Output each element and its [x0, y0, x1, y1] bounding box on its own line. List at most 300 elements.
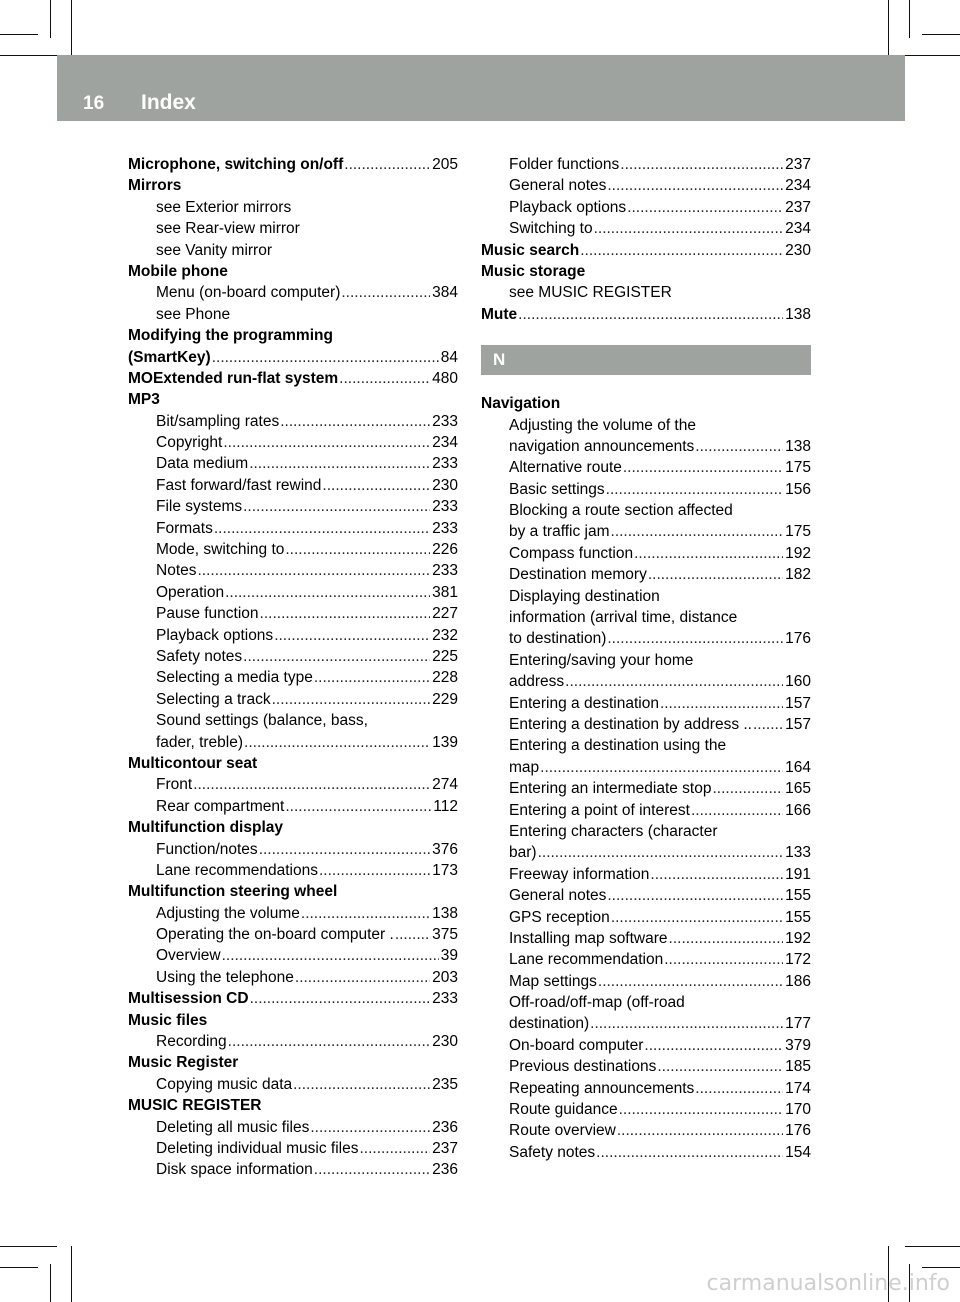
page-reference: 233	[432, 412, 458, 430]
entry-text: Operating the on-board computer .	[156, 926, 394, 944]
page-reference: 175	[785, 459, 811, 477]
index-entry	[128, 753, 458, 774]
index-subentry	[128, 453, 458, 474]
entry-text: Copying music data	[156, 1075, 293, 1093]
leader-dots	[617, 1120, 783, 1141]
index-entry	[128, 881, 458, 902]
index-entry	[128, 261, 458, 282]
index-subentry	[481, 971, 811, 992]
entry-text: map	[509, 758, 540, 776]
index-entry	[481, 261, 811, 282]
leader-dots	[594, 218, 784, 239]
page-reference: 138	[785, 437, 811, 455]
entry-text: Installing map software	[509, 929, 668, 947]
index-subentry	[481, 928, 811, 949]
index-subentry	[481, 436, 811, 457]
index-subentry	[128, 796, 458, 817]
index-subentry	[481, 564, 811, 585]
entry-text: Entering characters (character	[509, 822, 718, 840]
entry-text: Freeway information	[509, 865, 650, 883]
leader-dots	[753, 714, 783, 735]
entry-text: (SmartKey)	[128, 348, 211, 366]
entry-text: Music Register	[128, 1054, 239, 1072]
index-entry	[128, 1052, 458, 1073]
index-entry	[128, 1095, 458, 1116]
index-subentry	[481, 628, 811, 649]
entry-text: Off-road/off-map (off-road	[509, 994, 685, 1012]
entry-text: Function/notes	[156, 840, 258, 858]
section-letter: N	[493, 350, 506, 370]
leader-dots	[250, 988, 431, 1009]
leader-dots	[660, 693, 783, 714]
entry-text: Previous destinations	[509, 1058, 657, 1076]
entry-text: Menu (on-board computer)	[156, 284, 341, 302]
leader-dots	[260, 603, 431, 624]
entry-text: Switching to	[509, 220, 593, 238]
entry-text: Mobile phone	[128, 262, 228, 280]
entry-text: Mode, switching to	[156, 541, 285, 559]
page-reference: 228	[432, 669, 458, 687]
index-subentry	[481, 885, 811, 906]
index-subentry	[128, 710, 458, 731]
leader-dots	[657, 1056, 783, 1077]
page-reference: 233	[432, 519, 458, 537]
index-subentry	[128, 411, 458, 432]
leader-dots	[341, 282, 430, 303]
index-subentry	[128, 603, 458, 624]
page-reference: 237	[785, 198, 811, 216]
entry-text: Entering/saving your home	[509, 651, 694, 669]
index-entry	[128, 347, 458, 368]
index-column-left	[128, 154, 458, 1181]
entry-text: Multifunction display	[128, 819, 283, 837]
index-subentry	[128, 903, 458, 924]
page-reference: 154	[785, 1143, 811, 1161]
page-reference: 236	[432, 1118, 458, 1136]
entry-text: information (arrival time, distance	[509, 609, 738, 627]
page-reference: 176	[785, 630, 811, 648]
index-subentry	[481, 693, 811, 714]
entry-text: On-board computer	[509, 1036, 644, 1054]
leader-dots	[644, 1035, 783, 1056]
page-reference: 133	[785, 844, 811, 862]
entry-text: Repeating announcements	[509, 1079, 695, 1097]
index-subentry	[481, 218, 811, 239]
page-reference: 234	[432, 434, 458, 452]
entry-text: Deleting all music files	[156, 1118, 310, 1136]
entry-text: navigation announcements	[509, 437, 695, 455]
index-subentry	[481, 735, 811, 756]
page-reference: 112	[433, 797, 458, 815]
entry-text: Pause function	[156, 605, 259, 623]
index-subentry	[128, 304, 458, 325]
entry-text: Adjusting the volume	[156, 904, 300, 922]
page-reference: 480	[432, 369, 458, 387]
entry-text: Alternative route	[509, 459, 622, 477]
page-reference: 192	[785, 929, 811, 947]
index-subentry	[481, 154, 811, 175]
index-subentry	[481, 1120, 811, 1141]
leader-dots	[395, 924, 430, 945]
crop-mark	[50, 0, 51, 38]
index-subentry	[481, 197, 811, 218]
crop-mark	[0, 55, 57, 56]
leader-dots	[540, 757, 783, 778]
index-subentry	[128, 1031, 458, 1052]
leader-dots	[223, 432, 430, 453]
page-reference: 155	[785, 908, 811, 926]
leader-dots	[695, 436, 783, 457]
page-title: Index	[141, 91, 196, 114]
index-subentry	[128, 689, 458, 710]
page-reference: 174	[785, 1079, 811, 1097]
index-subentry	[128, 240, 458, 261]
index-subentry	[481, 800, 811, 821]
index-subentry	[128, 197, 458, 218]
page-reference: 185	[785, 1058, 811, 1076]
entry-text: Music storage	[481, 262, 586, 280]
index-subentry	[128, 582, 458, 603]
index-subentry	[128, 625, 458, 646]
crop-mark	[922, 34, 960, 35]
leader-dots	[259, 839, 430, 860]
leader-dots	[598, 971, 783, 992]
leader-dots	[620, 154, 783, 175]
leader-dots	[228, 1031, 430, 1052]
page-reference: 227	[432, 605, 458, 623]
index-subentry	[481, 757, 811, 778]
index-subentry	[128, 496, 458, 517]
leader-dots	[607, 175, 783, 196]
page-reference: 84	[440, 348, 458, 366]
page-number: 16	[83, 93, 105, 114]
index-entry	[128, 817, 458, 838]
leader-dots	[648, 564, 783, 585]
entry-text: Modifying the programming	[128, 327, 333, 345]
leader-dots	[212, 347, 439, 368]
leader-dots	[664, 949, 783, 970]
leader-dots	[301, 903, 430, 924]
leader-dots	[249, 453, 430, 474]
page-reference: 236	[432, 1161, 458, 1179]
index-subentry	[481, 415, 811, 436]
crop-mark	[0, 34, 38, 35]
page-reference: 175	[785, 523, 811, 541]
entry-text: see Phone	[156, 305, 231, 323]
page-reference: 173	[432, 861, 458, 879]
page-reference: 182	[785, 566, 811, 584]
page-reference: 157	[785, 715, 811, 733]
page-reference: 176	[785, 1122, 811, 1140]
page-reference: 156	[785, 480, 811, 498]
page-reference: 138	[785, 305, 811, 323]
page-reference: 229	[432, 690, 458, 708]
page-reference: 233	[432, 498, 458, 516]
entry-text: Multicontour seat	[128, 754, 258, 772]
index-subentry	[481, 821, 811, 842]
index-subentry	[128, 218, 458, 239]
page-reference: 138	[432, 904, 458, 922]
entry-text: Music search	[481, 241, 580, 259]
entry-text: Selecting a media type	[156, 669, 313, 687]
entry-text: Mirrors	[128, 177, 182, 195]
entry-text: see Rear-view mirror	[156, 220, 300, 238]
crop-mark	[71, 1246, 72, 1302]
leader-dots	[634, 543, 783, 564]
leader-dots	[590, 1013, 783, 1034]
entry-text: Playback options	[156, 626, 274, 644]
index-subentry	[481, 586, 811, 607]
entry-text: see Exterior mirrors	[156, 198, 292, 216]
entry-text: destination)	[509, 1015, 590, 1033]
entry-text: Displaying destination	[509, 587, 660, 605]
page-reference: 160	[785, 673, 811, 691]
entry-text: Fast forward/fast rewind	[156, 476, 322, 494]
entry-text: Entering a point of interest	[509, 801, 690, 819]
entry-text: Selecting a track	[156, 690, 271, 708]
entry-text: Formats	[156, 519, 213, 537]
leader-dots	[285, 796, 431, 817]
index-subentry	[481, 500, 811, 521]
crop-mark	[71, 0, 72, 55]
page-reference: 164	[785, 758, 811, 776]
leader-dots	[650, 864, 783, 885]
entry-text: Notes	[156, 562, 197, 580]
index-subentry	[481, 543, 811, 564]
leader-dots	[596, 1142, 783, 1163]
entry-text: Sound settings (balance, bass,	[156, 712, 368, 730]
page-reference: 191	[785, 865, 811, 883]
index-entry	[128, 389, 458, 410]
page-reference: 233	[432, 455, 458, 473]
leader-dots	[339, 368, 430, 389]
index-subentry	[481, 607, 811, 628]
entry-text: General notes	[509, 177, 607, 195]
page-reference: 172	[785, 951, 811, 969]
index-subentry	[128, 539, 458, 560]
page-reference: 230	[432, 476, 458, 494]
page-reference: 39	[440, 947, 458, 965]
leader-dots	[691, 800, 783, 821]
index-entry	[128, 1010, 458, 1031]
section-letter-bar	[481, 345, 811, 375]
entry-text: Multifunction steering wheel	[128, 883, 338, 901]
page-reference: 203	[432, 968, 458, 986]
index-subentry	[481, 1035, 811, 1056]
leader-dots	[295, 967, 430, 988]
index-subentry	[128, 560, 458, 581]
index-subentry	[128, 945, 458, 966]
crop-mark	[905, 1246, 960, 1247]
entry-text: Map settings	[509, 972, 597, 990]
page-reference: 381	[432, 583, 458, 601]
entry-text: Bit/sampling rates	[156, 412, 280, 430]
leader-dots	[611, 521, 784, 542]
leader-dots	[607, 885, 783, 906]
leader-dots	[243, 646, 430, 667]
index-subentry	[481, 1099, 811, 1120]
page-reference: 235	[432, 1075, 458, 1093]
index-subentry	[481, 949, 811, 970]
entry-text: Data medium	[156, 455, 249, 473]
page-reference: 192	[785, 544, 811, 562]
entry-text: Playback options	[509, 198, 627, 216]
entry-text: Multisession CD	[128, 990, 249, 1008]
entry-text: Lane recommendation	[509, 951, 664, 969]
entry-text: bar)	[509, 844, 537, 862]
crop-mark	[922, 1267, 960, 1268]
leader-dots	[619, 1099, 784, 1120]
index-subentry	[128, 646, 458, 667]
page-reference: 155	[785, 887, 811, 905]
index-subentry	[128, 475, 458, 496]
entry-text: Deleting individual music files	[156, 1139, 359, 1157]
leader-dots	[322, 475, 430, 496]
entry-text: see MUSIC REGISTER	[509, 284, 672, 302]
entry-text: address	[509, 673, 565, 691]
entry-text: MOExtended run-flat system	[128, 369, 339, 387]
entry-text: Front	[156, 776, 193, 794]
entry-text: Rear compartment	[156, 797, 285, 815]
index-subentry	[481, 521, 811, 542]
entry-text: Safety notes	[156, 647, 243, 665]
entry-text: Using the telephone	[156, 968, 294, 986]
entry-text: Entering a destination using the	[509, 737, 727, 755]
leader-dots	[359, 1138, 430, 1159]
page-reference: 157	[785, 694, 811, 712]
index-column-right	[481, 154, 811, 1163]
page-reference: 233	[432, 562, 458, 580]
page-reference: 165	[785, 780, 811, 798]
entry-text: by a traffic jam	[509, 523, 610, 541]
watermark: carmanualsonline.info	[706, 1271, 950, 1296]
leader-dots	[285, 539, 430, 560]
index-subentry	[128, 432, 458, 453]
leader-dots	[344, 154, 430, 175]
entry-text: Music files	[128, 1011, 208, 1029]
entry-text: Entering a destination	[509, 694, 659, 712]
entry-text: Operation	[156, 583, 225, 601]
page-reference: 230	[432, 1033, 458, 1051]
leader-dots	[222, 945, 439, 966]
leader-dots	[580, 240, 783, 261]
leader-dots	[518, 304, 783, 325]
entry-text: Copyright	[156, 434, 223, 452]
page-reference: 226	[432, 541, 458, 559]
index-subentry	[481, 992, 811, 1013]
entry-text: GPS reception	[509, 908, 610, 926]
entry-text: Basic settings	[509, 480, 605, 498]
index-subentry	[481, 1142, 811, 1163]
index-entry	[128, 988, 458, 1009]
page-reference: 274	[432, 776, 458, 794]
page-reference: 384	[432, 284, 458, 302]
page-reference: 234	[785, 177, 811, 195]
index-entry	[128, 325, 458, 346]
crop-mark	[50, 1264, 51, 1302]
index-entry	[128, 368, 458, 389]
page-reference: 186	[785, 972, 811, 990]
entry-text: General notes	[509, 887, 607, 905]
index-subentry	[481, 650, 811, 671]
entry-text: Blocking a route section affected	[509, 502, 733, 520]
entry-text: Entering an intermediate stop	[509, 780, 712, 798]
crop-mark	[909, 0, 910, 38]
page-reference: 234	[785, 220, 811, 238]
page-reference: 237	[432, 1139, 458, 1157]
entry-text: Disk space information	[156, 1161, 313, 1179]
index-entry	[481, 393, 811, 414]
page-header	[57, 55, 905, 121]
leader-dots	[565, 671, 783, 692]
entry-text: Navigation	[481, 395, 561, 413]
index-entry	[481, 240, 811, 261]
index-subentry	[481, 1013, 811, 1034]
index-entry	[128, 175, 458, 196]
index-subentry	[481, 175, 811, 196]
leader-dots	[695, 1078, 783, 1099]
index-subentry	[128, 924, 458, 945]
leader-dots	[244, 732, 430, 753]
entry-text: Overview	[156, 947, 221, 965]
entry-text: Route overview	[509, 1122, 616, 1140]
page-reference: 139	[432, 733, 458, 751]
entry-text: Entering a destination by address ..	[509, 715, 752, 733]
entry-text: Folder functions	[509, 156, 620, 173]
index-subentry	[128, 774, 458, 795]
index-subentry	[481, 671, 811, 692]
page-reference: 166	[785, 801, 811, 819]
crop-mark	[888, 0, 889, 55]
index-subentry	[481, 864, 811, 885]
page-reference: 230	[785, 241, 811, 259]
page-reference: 225	[432, 647, 458, 665]
index-subentry	[128, 1138, 458, 1159]
index-subentry	[481, 1056, 811, 1077]
index-subentry	[481, 282, 811, 303]
leader-dots	[319, 860, 430, 881]
leader-dots	[606, 479, 783, 500]
index-subentry	[128, 1159, 458, 1180]
index-subentry	[128, 1074, 458, 1095]
entry-text: Route guidance	[509, 1101, 618, 1119]
leader-dots	[293, 1074, 430, 1095]
leader-dots	[712, 778, 783, 799]
page-reference: 237	[785, 156, 811, 173]
leader-dots	[538, 842, 784, 863]
entry-text: Mute	[481, 305, 518, 323]
crop-mark	[0, 1267, 38, 1268]
index-subentry	[481, 842, 811, 863]
leader-dots	[611, 907, 783, 928]
page-reference: 177	[785, 1015, 811, 1033]
entry-text: Adjusting the volume of the	[509, 416, 696, 434]
index-subentry	[481, 457, 811, 478]
index-subentry	[481, 479, 811, 500]
page-reference: 233	[432, 990, 458, 1008]
entry-text: see Vanity mirror	[156, 241, 272, 259]
leader-dots	[314, 667, 430, 688]
leader-dots	[669, 928, 784, 949]
entry-text: Safety notes	[509, 1143, 596, 1161]
index-subentry	[128, 860, 458, 881]
leader-dots	[280, 411, 430, 432]
entry-text: to destination)	[509, 630, 607, 648]
index-entry	[481, 304, 811, 325]
crop-mark	[0, 1246, 57, 1247]
page-reference: 379	[785, 1036, 811, 1054]
index-entry	[128, 154, 458, 175]
